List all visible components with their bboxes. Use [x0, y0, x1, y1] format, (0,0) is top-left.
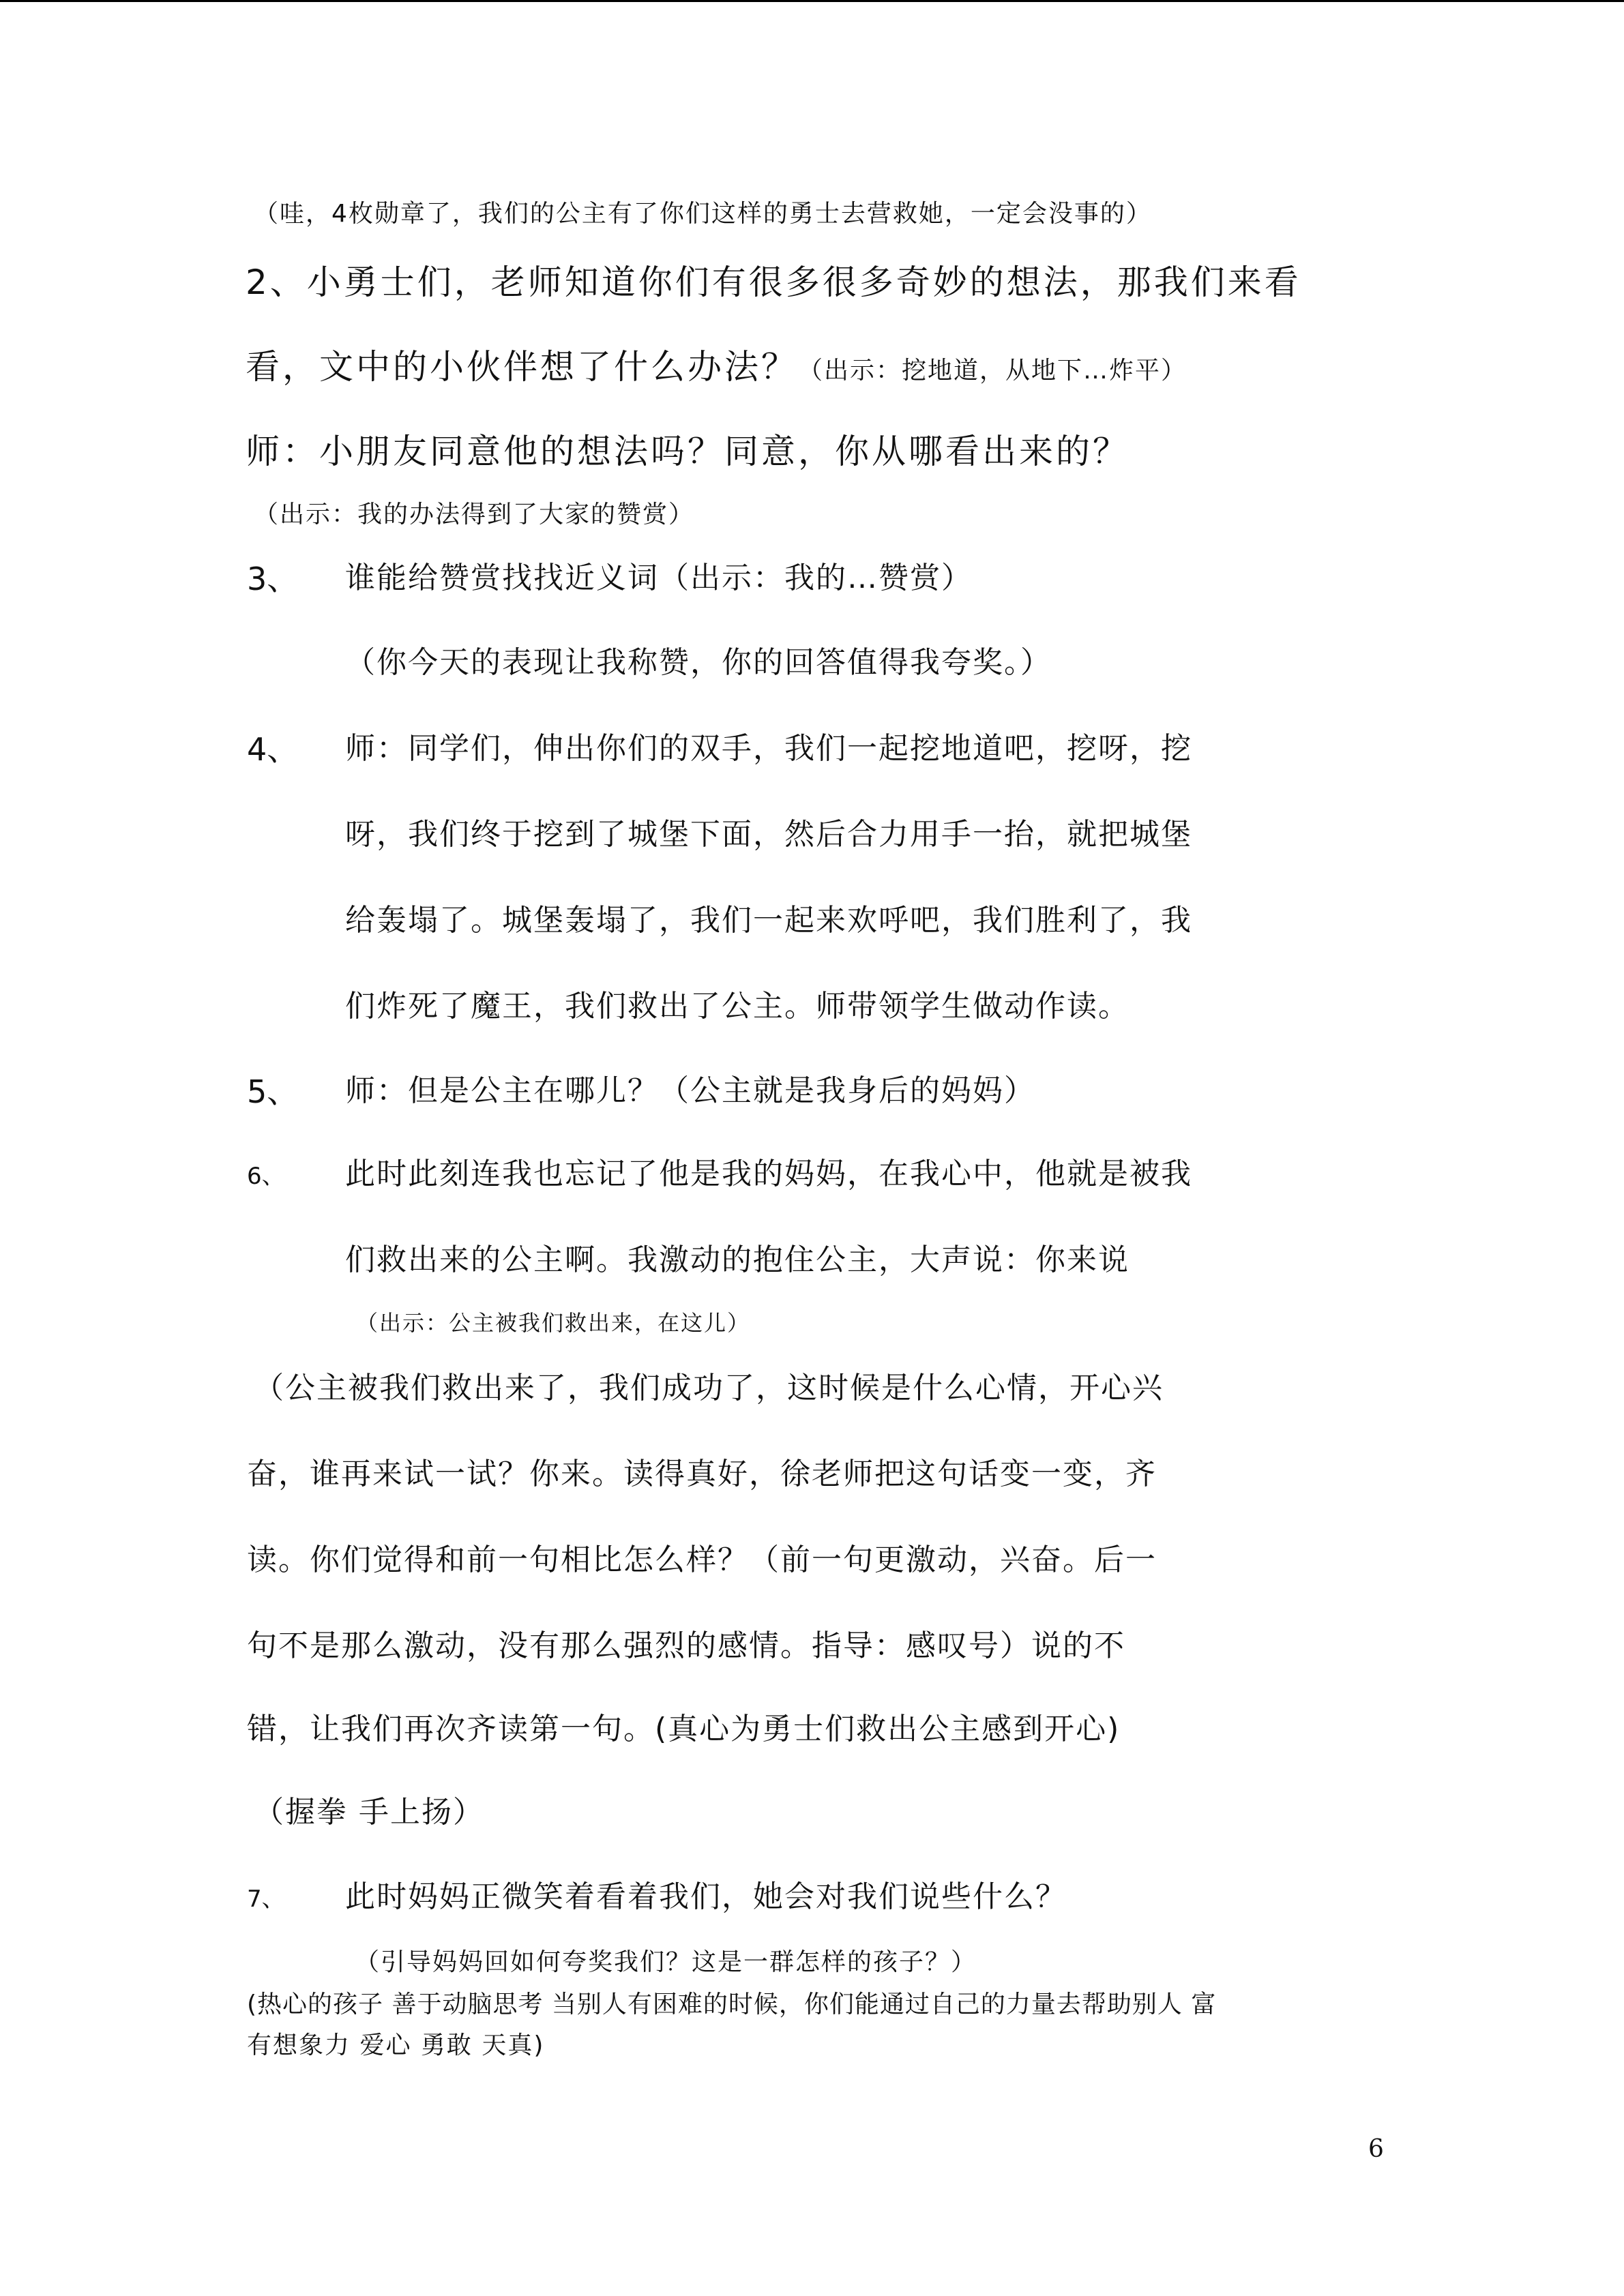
- text-line-11: 们炸死了魔王，我们救出了公主。师带领学生做动作读。: [345, 989, 1130, 1024]
- text-line-1: （哇，4枚勋章了，我们的公主有了你们这样的勇士去营救她，一定会没事的）: [254, 200, 1152, 228]
- text-line-14: 们救出来的公主啊。我激动的抱住公主，大声说：你来说: [345, 1242, 1130, 1277]
- text-line-12: 师：但是公主在哪儿？（公主就是我身后的妈妈）: [345, 1073, 1035, 1108]
- text-line-20: 错，让我们再次齐读第一句。(真心为勇士们救出公主感到开心): [247, 1712, 1121, 1746]
- text-line-8: 师：同学们，伸出你们的双手，我们一起挖地道吧，挖呀，挖: [345, 731, 1192, 766]
- text-line-23: （引导妈妈回如何夸奖我们？这是一群怎样的孩子？）: [355, 1948, 977, 1976]
- item-number-3: 3、: [247, 561, 299, 597]
- text-line-16: （公主被我们救出来了，我们成功了，这时候是什么心情，开心兴: [254, 1371, 1164, 1405]
- text-line-3-main: 看，文中的小伙伴想了什么办法？: [246, 347, 798, 387]
- item-number-6: 6、: [247, 1163, 285, 1190]
- text-line-19: 句不是那么激动，没有那么强烈的感情。指导：感叹号）说的不: [247, 1628, 1125, 1663]
- text-line-25: 有想象力 爱心 勇敢 天真): [247, 2031, 545, 2059]
- text-line-7: （你今天的表现让我称赞，你的回答值得我夸奖。）: [345, 645, 1052, 680]
- text-line-3-note: （出示：挖地道，从地下…炸平）: [798, 357, 1187, 385]
- text-line-3: [246, 347, 1187, 387]
- text-line-5: （出示：我的办法得到了大家的赞赏）: [254, 501, 695, 528]
- page-number: 6: [1368, 2135, 1384, 2163]
- item-number-5: 5、: [247, 1073, 299, 1110]
- text-line-17: 奋，谁再来试一试？你来。读得真好，徐老师把这句话变一变，齐: [247, 1457, 1157, 1491]
- text-line-13: 此时此刻连我也忘记了他是我的妈妈，在我心中，他就是被我: [345, 1157, 1192, 1191]
- text-line-22: 此时妈妈正微笑着看着我们，她会对我们说些什么？: [345, 1879, 1067, 1914]
- text-line-21: （握拳 手上扬）: [254, 1795, 484, 1830]
- text-line-6: 谁能给赞赏找找近义词（出示：我的…赞赏）: [345, 561, 973, 595]
- text-line-18: 读。你们觉得和前一句相比怎么样？（前一句更激动，兴奋。后一: [247, 1542, 1157, 1577]
- item-number-7: 7、: [247, 1885, 285, 1913]
- text-line-10: 给轰塌了。城堡轰塌了，我们一起来欢呼吧，我们胜利了，我: [345, 903, 1192, 938]
- text-line-4: 师：小朋友同意他的想法吗？同意，你从哪看出来的？: [246, 432, 1130, 471]
- text-line-15: （出示：公主被我们救出来，在这儿）: [356, 1310, 751, 1336]
- top-border: [0, 0, 1624, 2]
- text-line-9: 呀，我们终于挖到了城堡下面，然后合力用手一抬，就把城堡: [345, 817, 1192, 852]
- text-line-24: (热心的孩子 善于动脑思考 当别人有困难的时候，你们能通过自己的力量去帮助别人 富: [247, 1991, 1217, 2018]
- item-number-4: 4、: [247, 731, 299, 768]
- text-line-2: 2、小勇士们，老师知道你们有很多很多奇妙的想法，那我们来看: [246, 263, 1301, 302]
